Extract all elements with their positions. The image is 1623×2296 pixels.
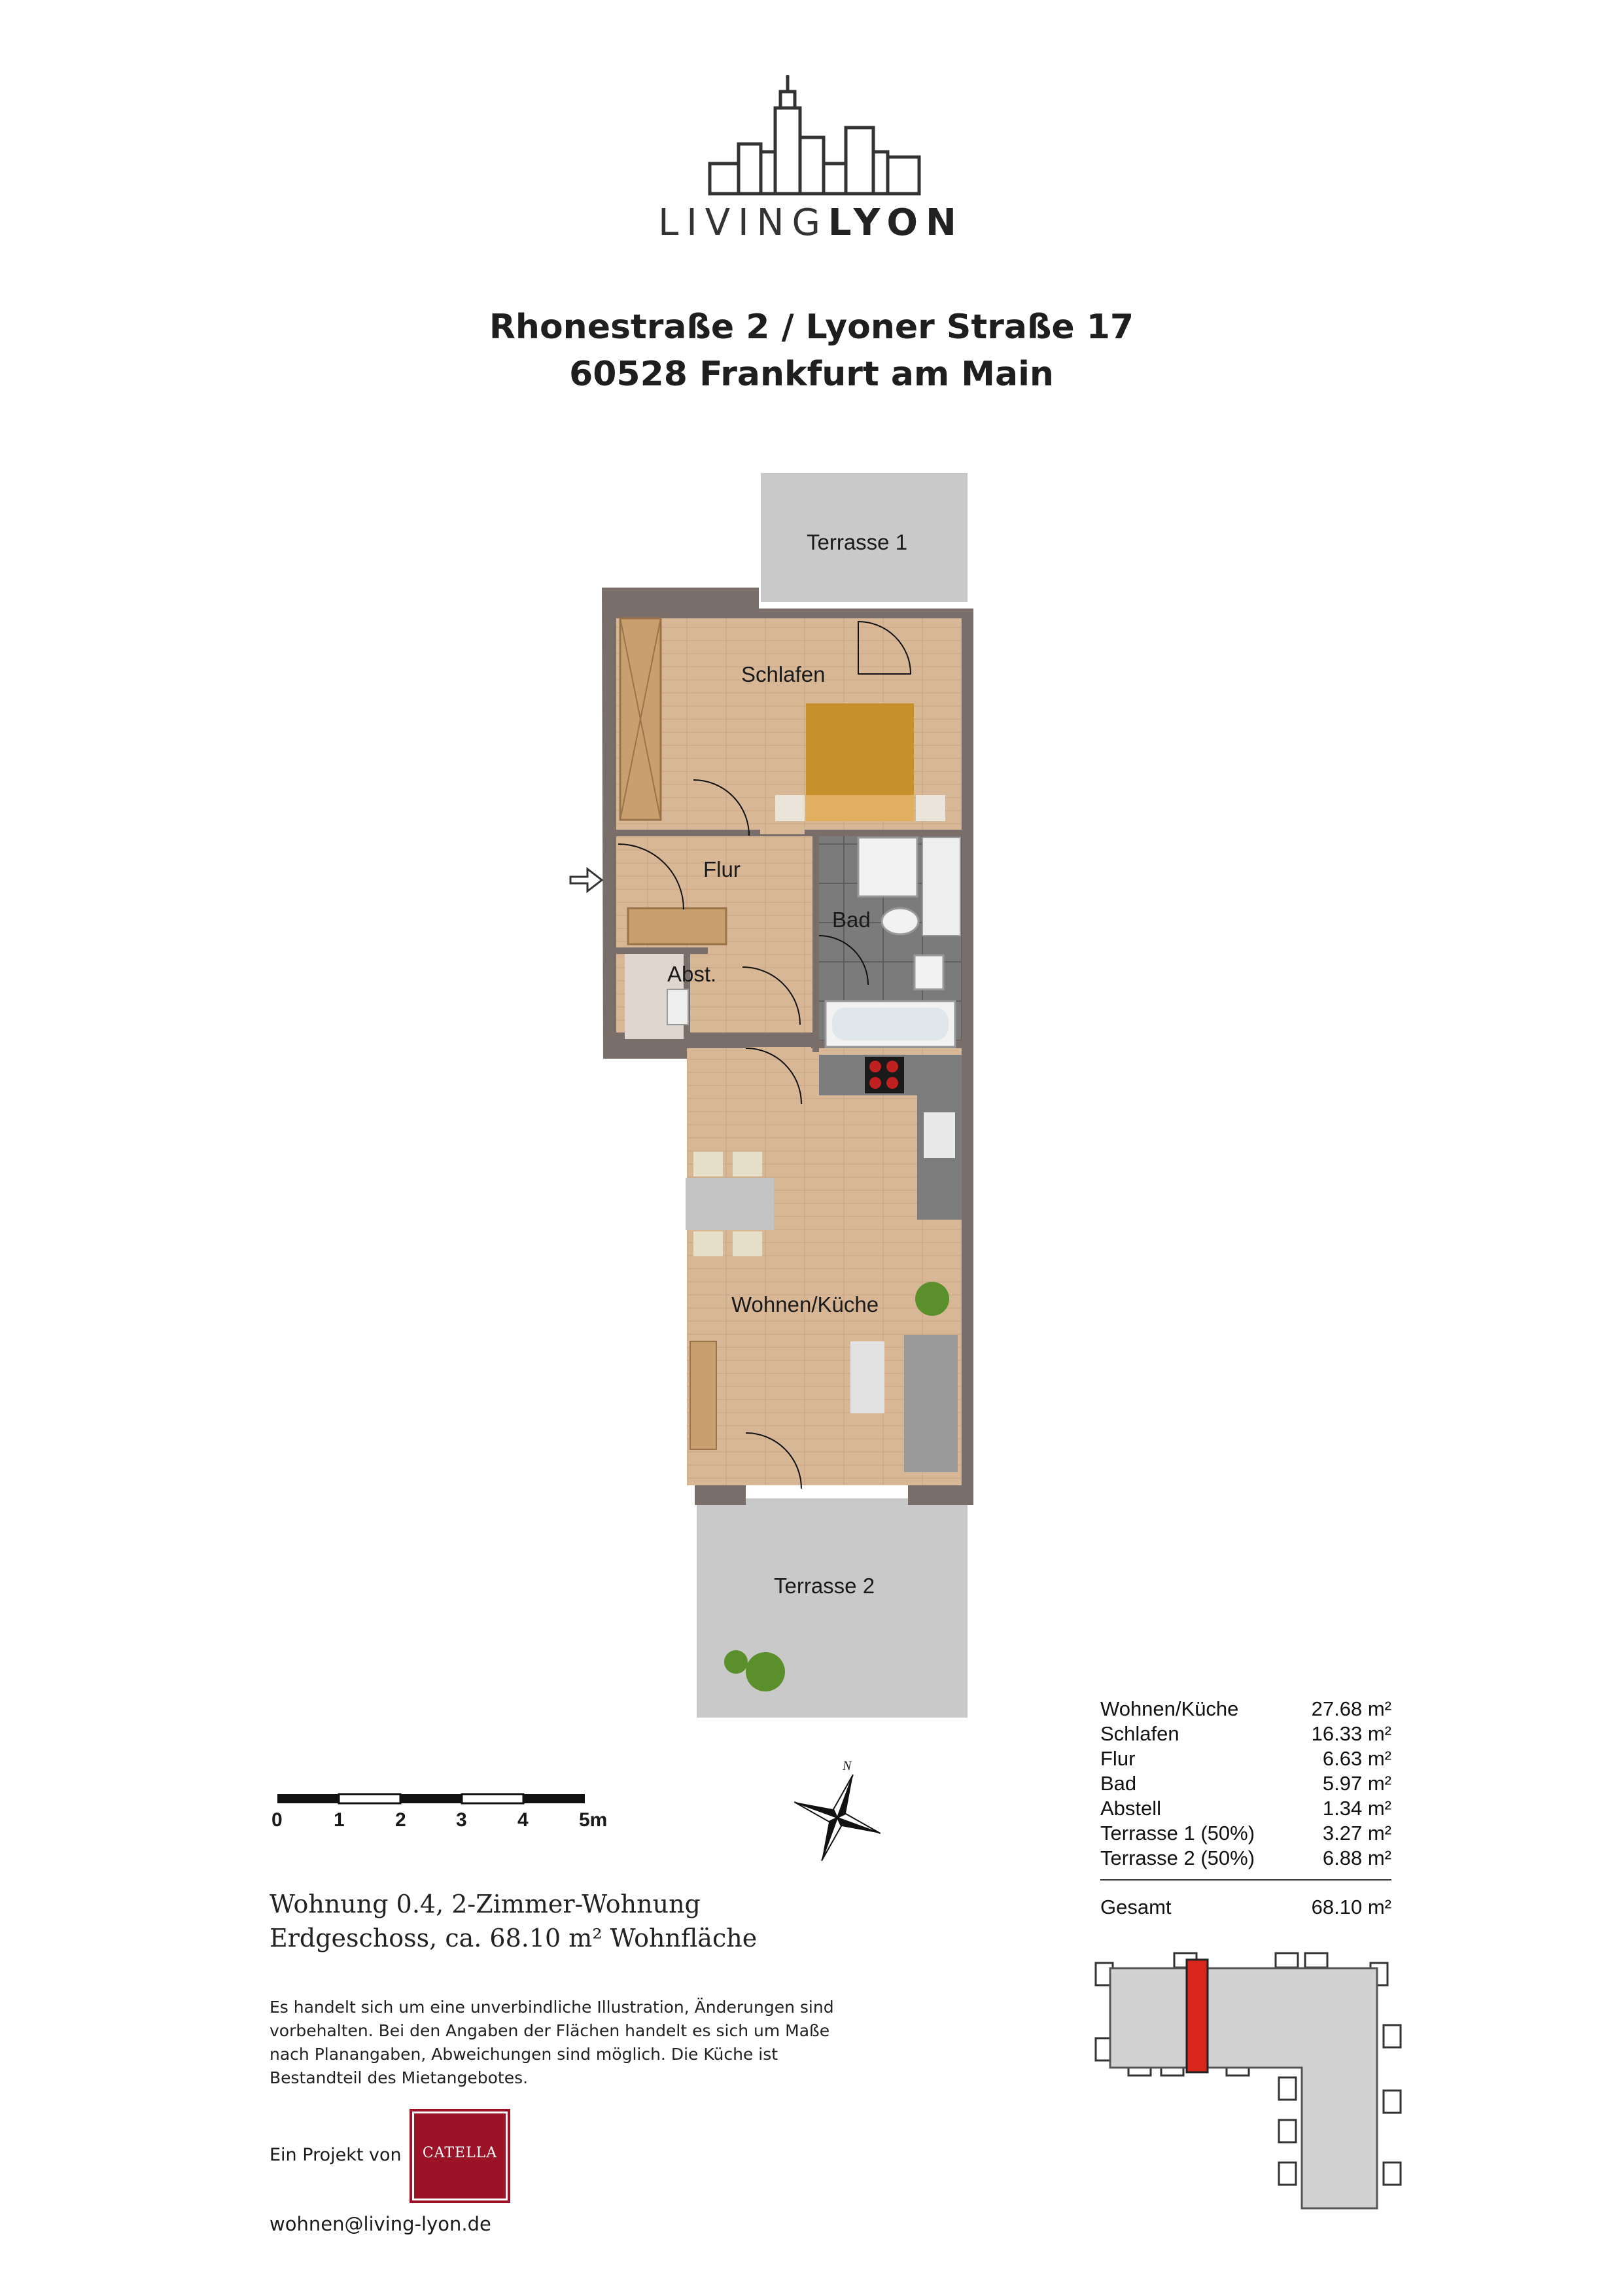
- apartment-highlight: [1187, 1960, 1208, 2072]
- area-value: 3.27 m²: [1322, 1822, 1391, 1845]
- area-value: 6.88 m²: [1322, 1846, 1391, 1869]
- area-name: Terrasse 2 (50%): [1100, 1846, 1255, 1869]
- room-label-wohnen: Wohnen/Küche: [731, 1292, 879, 1316]
- room-label-schlafen: Schlafen: [741, 662, 826, 686]
- apartment-title: Wohnung 0.4, 2-Zimmer-Wohnung: [270, 1890, 701, 1918]
- area-value: 27.68 m²: [1311, 1697, 1391, 1720]
- total-divider: [1100, 1879, 1391, 1881]
- area-name: Schlafen: [1100, 1722, 1179, 1745]
- scale-label-4: 4: [517, 1809, 529, 1831]
- floor-plan: [556, 468, 1001, 1724]
- area-name: Wohnen/Küche: [1100, 1697, 1239, 1720]
- room-label-bad: Bad: [832, 908, 871, 932]
- area-name: Bad: [1100, 1772, 1137, 1795]
- area-name: Terrasse 1 (50%): [1100, 1822, 1255, 1845]
- scale-label-2: 2: [395, 1809, 406, 1831]
- address-line-1: Rhonestraße 2 / Lyoner Straße 17: [489, 308, 1134, 347]
- compass-rose-icon: [788, 1760, 886, 1868]
- area-name: Abstell: [1100, 1797, 1162, 1820]
- entrance-arrow-icon: [570, 869, 602, 891]
- total-name: Gesamt: [1100, 1896, 1172, 1918]
- room-label-flur: Flur: [703, 857, 741, 881]
- skyline-icon: [703, 72, 926, 196]
- compass-north-label: N: [843, 1759, 852, 1773]
- area-name: Flur: [1100, 1747, 1136, 1770]
- contact-email: wohnen@living-lyon.de: [270, 2213, 491, 2235]
- area-value: 5.97 m²: [1322, 1772, 1391, 1795]
- room-label-terrasse-1: Terrasse 1: [807, 530, 908, 554]
- scale-bar: [275, 1792, 589, 1807]
- scale-label-1: 1: [334, 1809, 345, 1831]
- logo-text-light: LIVING: [658, 202, 828, 244]
- project-label: Ein Projekt von: [270, 2145, 402, 2165]
- area-value: 16.33 m²: [1311, 1722, 1391, 1745]
- area-value: 6.63 m²: [1322, 1747, 1391, 1770]
- disclaimer-text: Es handelt sich um eine unverbindliche Illustration, Änderungen sind vorbehalten. Bei den Angaben der Flächen handelt es sich um Maße nach Planangaben, Abweichungen sind möglich. Die Küche ist Bestandteil des Mietangebotes.: [270, 1998, 834, 2087]
- room-label-abst: Abst.: [667, 962, 717, 986]
- apartment-subtitle: Erdgeschoss, ca. 68.10 m² Wohnfläche: [270, 1924, 758, 1952]
- scale-label-5m: 5m: [579, 1809, 608, 1831]
- terrace-2-area: [697, 1498, 968, 1718]
- key-plan: [1089, 1947, 1403, 2215]
- area-value: 1.34 m²: [1322, 1797, 1391, 1820]
- catella-logo-text: CATELLA: [422, 2145, 498, 2161]
- scale-label-3: 3: [456, 1809, 467, 1831]
- total-value: 68.10 m²: [1311, 1896, 1391, 1918]
- catella-logo: [412, 2111, 508, 2200]
- logo-wordmark: [654, 202, 968, 244]
- logo-text-bold: LYON: [828, 202, 964, 244]
- room-label-terrasse-2: Terrasse 2: [774, 1574, 875, 1598]
- address-line-2: 60528 Frankfurt am Main: [569, 355, 1054, 394]
- scale-label-0: 0: [271, 1809, 283, 1831]
